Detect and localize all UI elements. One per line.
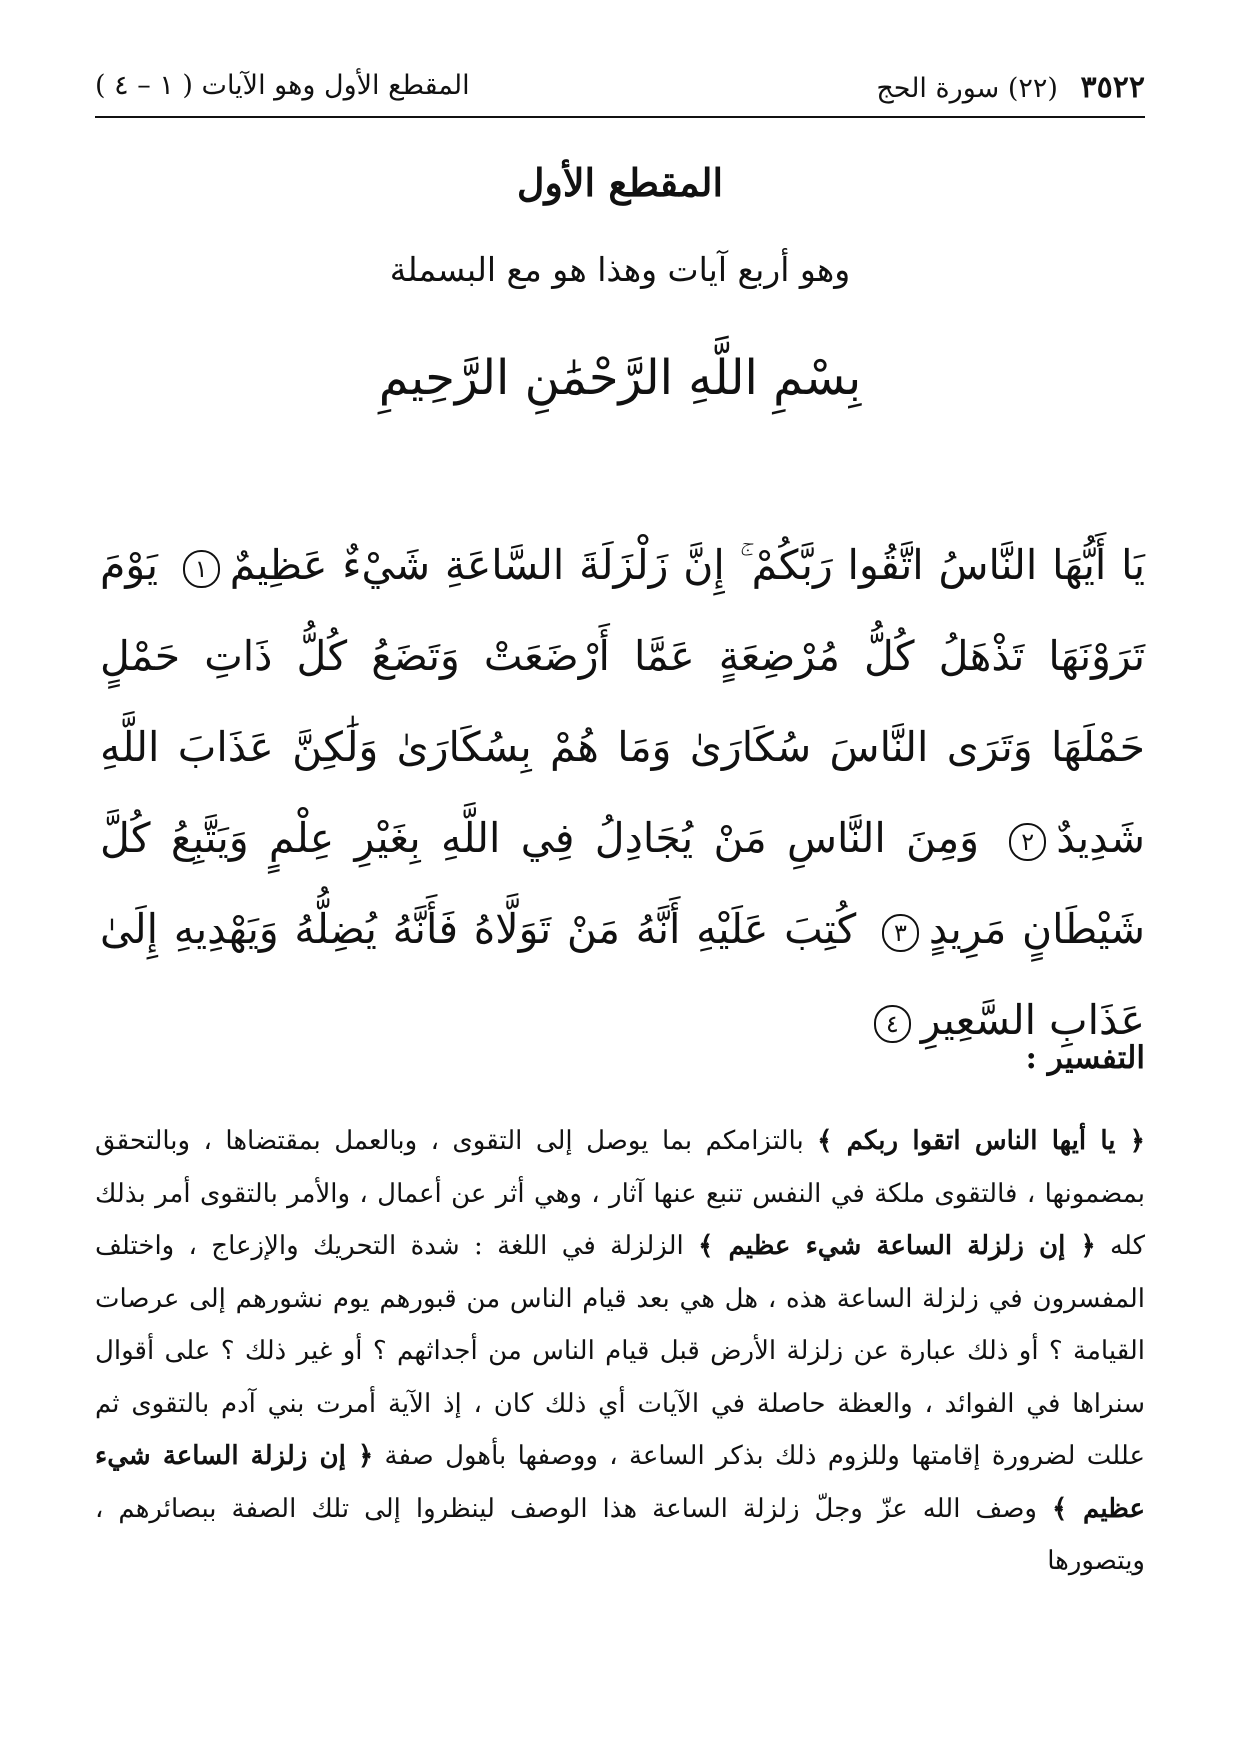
verse-number: ٢ [1009, 823, 1046, 861]
verse-text: يَوْمَ تَرَوْنَهَا تَذْهَلُ كُلُّ مُرْضِعَةٍ عَمَّا أَرْضَعَتْ وَتَضَعُ كُلُّ ذَاتِ حَمْلٍ حَمْلَهَا وَتَرَى النَّاسَ سُكَارَىٰ وَمَا هُمْ بِسُكَارَىٰ وَلَٰكِنَّ عَذَابَ اللَّهِ شَدِيدٌ [100, 541, 1145, 862]
verse-text: يَا أَيُّهَا النَّاسُ اتَّقُوا رَبَّكُمْ ۚ إِنَّ زَلْزَلَةَ السَّاعَةِ شَيْءٌ عَظِيمٌ [229, 541, 1145, 589]
verse-number: ٤ [874, 1005, 911, 1043]
section-subtitle: وهو أربع آيات وهذا هو مع البسملة [389, 250, 851, 289]
surah-name: (٢٢) سورة الحج [876, 73, 1058, 104]
quran-verses [100, 520, 1145, 1066]
verse-text: كُتِبَ عَلَيْهِ أَنَّهُ مَنْ تَوَلَّاهُ فَأَنَّهُ يُضِلُّهُ وَيَهْدِيهِ إِلَىٰ عَذَابِ السَّعِيرِ [100, 905, 1145, 1044]
page-number: ٣٥٢٢ [1080, 70, 1145, 105]
verse-number: ٣ [882, 914, 919, 952]
commentary-text: بالتزامكم بما يوصل إلى التقوى ، وبالعمل بمقتضاها ، وبالتحقق بمضمونها ، فالتقوى ملكة في النفس تنبع عنها آثار ، وهي أثر عن أعمال ، والأمر بالتقوى أمر بذلك كله [95, 1126, 1145, 1261]
quoted-verse: ﴿ يا أيها الناس اتقوا ربكم ﴾ [817, 1126, 1145, 1156]
verse-number: ١ [183, 550, 220, 588]
section-range: المقطع الأول وهو الآيات ( ١ – ٤ ) [95, 70, 470, 101]
running-header [95, 66, 1145, 118]
commentary-text: الزلزلة في اللغة : شدة التحريك والإزعاج ، واختلف المفسرون في زلزلة الساعة هذه ، هل هي بعد قيام الناس من قبورهم يوم نشورهم إلى عرصات القيامة ؟ أو ذلك عبارة عن زلزلة الأرض قبل قيام الناس من أجداثهم ؟ أو غير ذلك ؟ على أقوال سنراها في الفوائد ، والعظة حاصلة في الآيات أي ذلك كان ، إذ الآية أمرت بني آدم بالتقوى ثم عللت لضرورة إقامتها وللزوم ذلك بذكر الساعة ، ووصفها بأهول صفة [95, 1231, 1145, 1471]
quoted-verse: ﴿ إن زلزلة الساعة شيء عظيم ﴾ [698, 1231, 1096, 1261]
basmala: بِسْمِ اللَّهِ الرَّحْمَٰنِ الرَّحِيمِ [378, 350, 862, 406]
header-right [876, 70, 1145, 105]
commentary-text: وصف الله عزّ وجلّ زلزلة الساعة هذا الوصف لينظروا إلى تلك الصفة ببصائرهم ، ويتصورها [95, 1493, 1145, 1576]
quoted-verse: ﴿ إن زلزلة الساعة شيء عظيم ﴾ [95, 1441, 1146, 1524]
verse-text: وَمِنَ النَّاسِ مَنْ يُجَادِلُ فِي اللَّهِ بِغَيْرِ عِلْمٍ وَيَتَّبِعُ كُلَّ شَيْطَانٍ مَرِيدٍ [100, 814, 1145, 953]
section-title: المقطع الأول [516, 160, 724, 205]
commentary-body [95, 1115, 1145, 1588]
tafsir-heading: التفسير : [1025, 1040, 1145, 1076]
commentary-paragraph [95, 1115, 1145, 1588]
